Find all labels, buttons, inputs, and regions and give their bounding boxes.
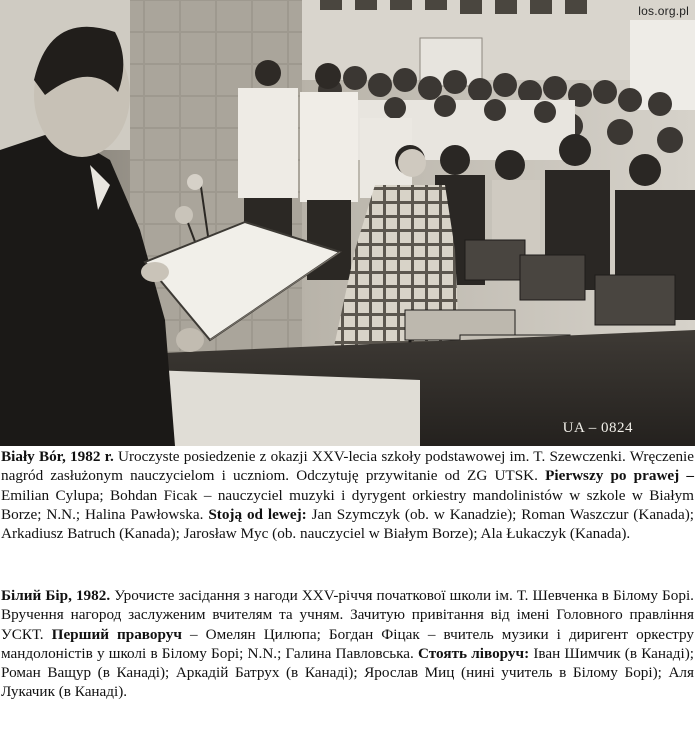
caption-polish <box>0 447 695 543</box>
caption-ukrainian <box>0 586 695 702</box>
watermark: los.org.pl <box>638 4 689 18</box>
caption-ua-text2: – Омелян Цилюпа; Богдан Фіцак – вчитель музики і диригент оркестру мандолоністів у школі в Білому Борі; N.N.; Галина Павловська. <box>1 625 694 662</box>
caption-ua-text3: Іван Шимчик (в Канаді); Роман Ващур (в Канаді); Аркадій Батрух (в Канаді); Ярослав Миц (нині учитель в Білому Борі); Аля Лукачик (в Канаді). <box>1 644 694 701</box>
caption-pl-left-label: Stoją od lewej: <box>208 505 307 523</box>
archive-id: UA – 0824 <box>562 420 633 436</box>
caption-pl-text1: Uroczyste posiedzenie z okazji XXV-lecia szkoły podstawowej im. T. Szewczenki. Wręczenie nagród zasłużonym nauczycielom i uczniom. Odczytuję przywitanie od ZG UTSK. <box>1 448 695 485</box>
caption-ua-place-date: Білий Бір, 1982. <box>1 587 111 604</box>
caption-ua-left-label: Стоять ліворуч: <box>418 644 530 662</box>
caption-ua-text1: Урочисте засідання з нагоди XXV-річчя початкової школи ім. Т. Шевченка в Білому Борі. Вручення нагород заслуженим вчителям та учням. Зачитую привітання від імені Головного правління УСКТ. <box>1 587 694 643</box>
caption-ua-right-label: Перший праворуч <box>51 625 182 643</box>
caption-pl-text2: Emilian Cylupa; Bohdan Ficak – nauczyciel muzyki i dyrygent orkiestry mandolinistów w szkole w Białym Borze; N.N.; Halina Pawłowska. <box>1 486 694 523</box>
caption-pl-right-label: Pierwszy po prawej – <box>545 467 694 485</box>
caption-pl-place-date: Biały Bór, 1982 r. <box>1 448 114 465</box>
caption-pl-text3: Jan Szymczyk (ob. w Kanadzie); Roman Waszczur (Kanada); Arkadiusz Batruch (Kanada); Jarosław Myc (ob. nauczyciel w Białym Borze); Ala Łukaczyk (Kanada). <box>1 505 695 543</box>
